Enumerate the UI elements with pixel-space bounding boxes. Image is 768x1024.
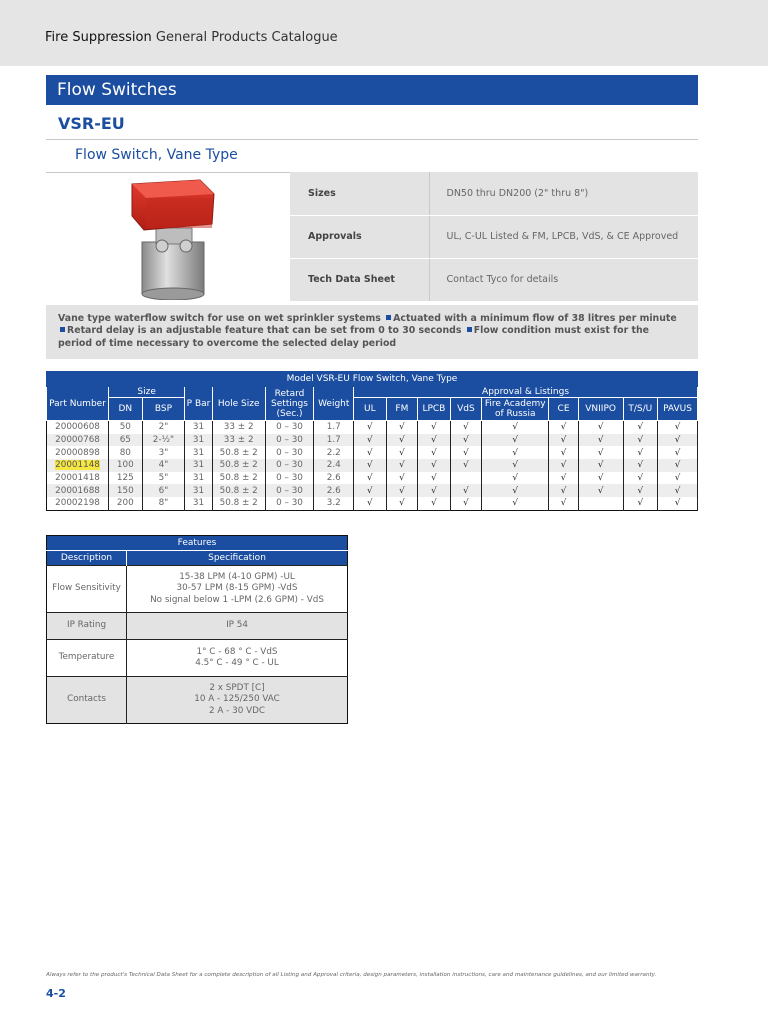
feature-specification: [127, 566, 348, 613]
cell-vniipo: √: [578, 446, 623, 459]
cell-pavus: √: [658, 434, 698, 447]
col-vniipo: VNIIPO: [578, 398, 623, 421]
cell-tsu: √: [623, 434, 658, 447]
cell-hole-size: 33 ± 2: [212, 434, 265, 447]
spec-line: No signal below 1 -LPM (2.6 GPM) - VdS: [150, 594, 324, 605]
cell-vds: √: [450, 446, 482, 459]
cell-fm: √: [386, 472, 418, 485]
spec-label: Approvals: [290, 215, 429, 258]
cell-dn: 100: [109, 459, 143, 472]
cell-ul: √: [354, 484, 387, 497]
model-name: VSR-EU: [58, 114, 125, 133]
model-table-title: Model VSR-EU Flow Switch, Vane Type: [47, 372, 698, 387]
section-title: Flow Switches: [46, 75, 698, 105]
feature-description: IP Rating: [47, 613, 127, 640]
cell-vds: √: [450, 421, 482, 434]
header-title: [45, 30, 338, 45]
cell-hole-size: 50.8 ± 2: [212, 484, 265, 497]
cell-fm: √: [386, 459, 418, 472]
divider: [46, 139, 698, 140]
description-item: Retard delay is an adjustable feature that can be set from 0 to 30 seconds: [67, 325, 462, 337]
feature-row: [47, 566, 348, 613]
cell-p-bar: 31: [185, 472, 212, 485]
cell-pavus: √: [658, 446, 698, 459]
table-row: [47, 459, 698, 472]
feature-specification: [127, 677, 348, 724]
cell-fire-academy: √: [482, 497, 549, 510]
cell-weight: 3.2: [314, 497, 354, 510]
cell-vniipo: [578, 497, 623, 510]
cell-fire-academy: √: [482, 434, 549, 447]
cell-weight: 2.6: [314, 472, 354, 485]
spec-line: 4.5° C - 49 ° C - UL: [195, 658, 279, 668]
table-row: [47, 484, 698, 497]
cell-fire-academy: √: [482, 421, 549, 434]
col-size: Size: [109, 387, 185, 398]
cell-part-number: 20000898: [47, 446, 109, 459]
catalogue-header: [0, 0, 768, 66]
description-item: Flow condition must exist for the period of time necessary to overcome the selected delay period: [58, 325, 650, 349]
spec-line: 10 A - 125/250 VAC: [194, 694, 280, 705]
feature-description: Temperature: [47, 640, 127, 677]
spec-line: 1° C - 68 ° C - VdS: [196, 646, 278, 657]
cell-vniipo: √: [578, 484, 623, 497]
spec-label: Tech Data Sheet: [290, 258, 429, 301]
cell-p-bar: 31: [185, 446, 212, 459]
page-number: 4-2: [46, 987, 66, 1000]
cell-weight: 2.2: [314, 446, 354, 459]
cell-ul: √: [354, 434, 387, 447]
cell-retard: 0 – 30: [265, 421, 314, 434]
cell-part-number: 20001418: [47, 472, 109, 485]
cell-weight: 2.6: [314, 484, 354, 497]
cell-ce: √: [549, 472, 578, 485]
cell-ce: √: [549, 497, 578, 510]
cell-lpcb: √: [418, 484, 451, 497]
spec-value: DN50 thru DN200 (2" thru 8"): [429, 172, 698, 215]
cell-vniipo: √: [578, 434, 623, 447]
cell-fm: √: [386, 434, 418, 447]
cell-part-number: 20000608: [47, 421, 109, 434]
col-bsp: BSP: [142, 398, 185, 421]
cell-weight: 1.7: [314, 421, 354, 434]
spec-row-tech-data-sheet: [290, 258, 698, 301]
cell-vniipo: √: [578, 472, 623, 485]
cell-lpcb: √: [418, 459, 451, 472]
cell-fire-academy: √: [482, 472, 549, 485]
spec-label: Sizes: [290, 172, 429, 215]
cell-p-bar: 31: [185, 421, 212, 434]
col-vds: VdS: [450, 398, 482, 421]
flow-switch-product-image: [120, 176, 220, 300]
cell-p-bar: 31: [185, 497, 212, 510]
cell-ce: √: [549, 434, 578, 447]
cell-fm: √: [386, 421, 418, 434]
cell-fm: √: [386, 446, 418, 459]
header-catalogue: General Products Catalogue: [155, 30, 338, 45]
cell-bsp: 5": [142, 472, 185, 485]
cell-retard: 0 – 30: [265, 434, 314, 447]
model-table: [46, 371, 698, 511]
cell-dn: 80: [109, 446, 143, 459]
cell-ul: √: [354, 421, 387, 434]
cell-ul: √: [354, 472, 387, 485]
cell-retard: 0 – 30: [265, 497, 314, 510]
col-tsu: T/S/U: [623, 398, 658, 421]
cell-fire-academy: √: [482, 459, 549, 472]
cell-hole-size: 33 ± 2: [212, 421, 265, 434]
description-item: Actuated with a minimum flow of 38 litres per minute: [393, 313, 677, 324]
cell-tsu: √: [623, 472, 658, 485]
col-approvals: Approval & Listings: [354, 387, 698, 398]
cell-dn: 150: [109, 484, 143, 497]
spec-line: 2 x SPDT [C]: [209, 682, 265, 693]
table-row: [47, 421, 698, 434]
spec-row-approvals: [290, 215, 698, 258]
table-row: [47, 446, 698, 459]
cell-hole-size: 50.8 ± 2: [212, 459, 265, 472]
cell-hole-size: 50.8 ± 2: [212, 497, 265, 510]
cell-p-bar: 31: [185, 484, 212, 497]
cell-bsp: 4": [142, 459, 185, 472]
col-specification: Specification: [127, 551, 348, 566]
cell-vds: √: [450, 434, 482, 447]
cell-lpcb: √: [418, 472, 451, 485]
col-part-number: Part Number: [47, 387, 109, 421]
spec-line: 15-38 LPM (4-10 GPM) -UL: [179, 571, 295, 582]
cell-part-number: 20002198: [47, 497, 109, 510]
spec-value: UL, C-UL Listed & FM, LPCB, VdS, & CE Approved: [429, 215, 698, 258]
cell-vniipo: √: [578, 459, 623, 472]
cell-fm: √: [386, 497, 418, 510]
cell-part-number: 20000768: [47, 434, 109, 447]
spec-row-sizes: [290, 172, 698, 215]
cell-lpcb: √: [418, 446, 451, 459]
spec-value: Contact Tyco for details: [429, 258, 698, 301]
col-pavus: PAVUS: [658, 398, 698, 421]
cell-vds: √: [450, 484, 482, 497]
col-dn: DN: [109, 398, 143, 421]
cell-vds: [450, 472, 482, 485]
cell-weight: 2.4: [314, 459, 354, 472]
bullet-square-icon: [467, 327, 472, 332]
cell-ce: √: [549, 484, 578, 497]
col-ce: CE: [549, 398, 578, 421]
cell-lpcb: √: [418, 497, 451, 510]
cell-dn: 200: [109, 497, 143, 510]
cell-retard: 0 – 30: [265, 446, 314, 459]
feature-description: Flow Sensitivity: [47, 566, 127, 613]
cell-tsu: √: [623, 459, 658, 472]
col-description: Description: [47, 551, 127, 566]
cell-tsu: √: [623, 497, 658, 510]
col-weight: Weight: [314, 387, 354, 421]
cell-pavus: √: [658, 421, 698, 434]
product-spec-table: [290, 172, 698, 302]
cell-retard: 0 – 30: [265, 472, 314, 485]
cell-vniipo: √: [578, 421, 623, 434]
col-p-bar: P Bar: [185, 387, 212, 421]
cell-part-number: 20001688: [47, 484, 109, 497]
cell-fm: √: [386, 484, 418, 497]
cell-p-bar: 31: [185, 459, 212, 472]
product-description: [46, 305, 698, 359]
cell-hole-size: 50.8 ± 2: [212, 472, 265, 485]
cell-pavus: √: [658, 484, 698, 497]
highlighted-part-number: 20001148: [55, 460, 100, 471]
col-ul: UL: [354, 398, 387, 421]
feature-description: Contacts: [47, 677, 127, 724]
features-table: [46, 535, 348, 724]
feature-row: [47, 677, 348, 724]
header-brand: Fire Suppression: [45, 30, 152, 45]
cell-ce: √: [549, 421, 578, 434]
cell-p-bar: 31: [185, 434, 212, 447]
cell-ce: √: [549, 459, 578, 472]
cell-lpcb: √: [418, 434, 451, 447]
cell-dn: 65: [109, 434, 143, 447]
cell-fire-academy: √: [482, 484, 549, 497]
cell-tsu: √: [623, 484, 658, 497]
cell-ul: √: [354, 459, 387, 472]
cell-pavus: √: [658, 497, 698, 510]
spec-line: IP 54: [226, 620, 248, 631]
col-retard-settings: Retard Settings (Sec.): [265, 387, 314, 421]
table-row: [47, 497, 698, 510]
cell-bsp: 3": [142, 446, 185, 459]
cell-ul: √: [354, 446, 387, 459]
table-row: [47, 472, 698, 485]
spec-line: 30-57 LPM (8-15 GPM) -VdS: [176, 583, 298, 594]
cell-tsu: √: [623, 421, 658, 434]
cell-pavus: √: [658, 472, 698, 485]
cell-vds: √: [450, 497, 482, 510]
cell-part-number: [47, 459, 109, 472]
col-fire-academy: Fire Academy of Russia: [482, 398, 549, 421]
description-item: Vane type waterflow switch for use on wet sprinkler systems: [58, 313, 381, 324]
table-row: [47, 434, 698, 447]
spec-line: 2 A - 30 VDC: [208, 705, 266, 716]
features-title: Features: [47, 536, 348, 551]
cell-pavus: √: [658, 459, 698, 472]
cell-weight: 1.7: [314, 434, 354, 447]
cell-bsp: 2": [142, 421, 185, 434]
feature-row: [47, 640, 348, 677]
feature-specification: [127, 613, 348, 640]
feature-specification: [127, 640, 348, 677]
cell-tsu: √: [623, 446, 658, 459]
cell-fire-academy: √: [482, 446, 549, 459]
cell-ul: √: [354, 497, 387, 510]
cell-bsp: 8": [142, 497, 185, 510]
cell-lpcb: √: [418, 421, 451, 434]
cell-bsp: 6": [142, 484, 185, 497]
col-hole-size: Hole Size: [212, 387, 265, 421]
cell-dn: 50: [109, 421, 143, 434]
cell-bsp: 2-½": [142, 434, 185, 447]
cell-retard: 0 – 30: [265, 484, 314, 497]
cell-hole-size: 50.8 ± 2: [212, 446, 265, 459]
product-subtitle: Flow Switch, Vane Type: [75, 147, 238, 163]
cell-dn: 125: [109, 472, 143, 485]
bullet-square-icon: [60, 327, 65, 332]
cell-ce: √: [549, 446, 578, 459]
cell-vds: √: [450, 459, 482, 472]
footer-disclaimer: Always refer to the product's Technical Data Sheet for a complete description of all Listing and Approval criteria, design parameters, installation instructions, care and maintenance guidelines, and our limited warranty.: [46, 972, 657, 978]
bullet-square-icon: [386, 315, 391, 320]
col-fm: FM: [386, 398, 418, 421]
col-lpcb: LPCB: [418, 398, 451, 421]
feature-row: [47, 613, 348, 640]
cell-retard: 0 – 30: [265, 459, 314, 472]
